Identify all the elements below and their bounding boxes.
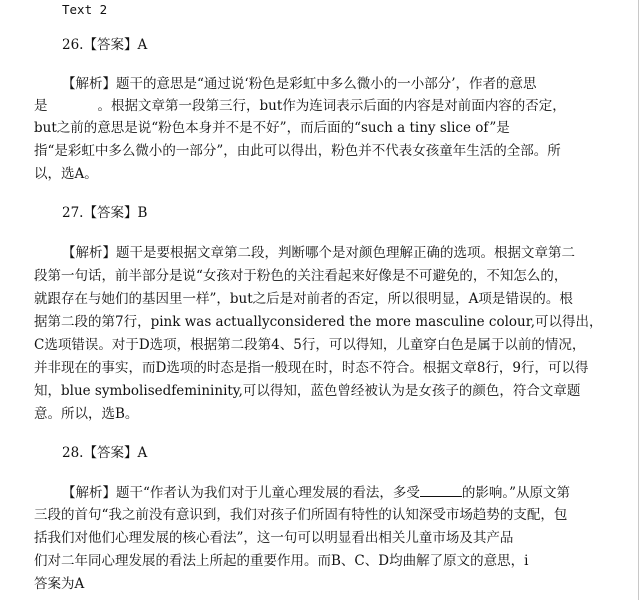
q26-line-5: 以，选A。 bbox=[34, 166, 98, 182]
q27-line-1: 【解析】题干是要根据文章第二段，判断哪个是对颜色理解正确的选项。根据文章第二 bbox=[62, 245, 575, 261]
q28-line-1-end: 的影响。”从原文第 bbox=[461, 485, 571, 501]
q27-line-7: 知，blue symbolisedfemininity,可以得知，蓝色曾经被认为是女孩子的颜色，符合文章题 bbox=[34, 383, 581, 399]
q28-line-1 bbox=[62, 482, 570, 503]
q28-line-2: 三段的首句“我之前没有意识到，我们对孩子们所固有特性的认知深受市场趋势的支配，包 bbox=[34, 507, 568, 523]
q26-line-2-start: 是 bbox=[34, 98, 48, 114]
q27-line-4: 据第二段的第7行，pink was actuallyconsidered the more masculine colour,可以得出， bbox=[34, 314, 603, 330]
q28-line-5: 答案为A bbox=[34, 576, 85, 592]
answer-underline-blank bbox=[420, 482, 462, 497]
q26-line-2-end: 。根据文章第一段第三行，but作为连词表示后面的内容是对前面内容的否定， bbox=[97, 98, 566, 114]
q27-line-3: 就跟存在与她们的基因里一样”，but之后是对前者的否定，所以很明显，A项是错误的。根 bbox=[34, 291, 573, 307]
q28-line-1-start: 【解析】题干“作者认为我们对于儿童心理发展的看法，多受 bbox=[62, 485, 420, 501]
q26-line-4: 指“是彩虹中多么微小的一部分”，由此可以得出，粉色并不代表女孩童年生活的全部。所 bbox=[34, 143, 561, 159]
q26-line-1: 【解析】题干的意思是“通过说‘粉色是彩虹中多么微小的一小部分’，作者的意思 bbox=[62, 76, 537, 92]
q28-answer: 28.【答案】A bbox=[62, 445, 148, 461]
q26-line-2 bbox=[34, 96, 566, 116]
q26-answer: 26.【答案】A bbox=[62, 37, 148, 53]
q27-line-2: 段第一句话，前半部分是说“女孩对于粉色的关注看起来好像是不可避免的，不知怎么的， bbox=[34, 268, 568, 284]
q27-answer: 27.【答案】B bbox=[62, 205, 148, 221]
q27-line-5: C选项错误。对于D选项，根据第二段第4、5行，可以得知，儿童穿白色是属于以前的情况， bbox=[34, 337, 586, 353]
q28-line-3: 括我们对他们心理发展的核心看法”，这一句可以明显看出相关儿童市场及其产品 bbox=[34, 530, 514, 546]
q26-line-3: but之前的意思是说“粉色本身并不是不好”，而后面的“such a tiny slice of”是 bbox=[34, 120, 510, 136]
q28-line-4: 们对二年同心理发展的看法上所起的重要作用。而B、C、D均曲解了原文的意思，i bbox=[34, 553, 529, 569]
q27-line-6: 并非现在的事实，而D选项的时态是指一般现在时，时态不符合。根据文章8行，9行，可以得 bbox=[34, 360, 589, 376]
text-label: Text 2 bbox=[62, 2, 108, 17]
q27-line-8: 意。所以，选B。 bbox=[34, 406, 139, 422]
